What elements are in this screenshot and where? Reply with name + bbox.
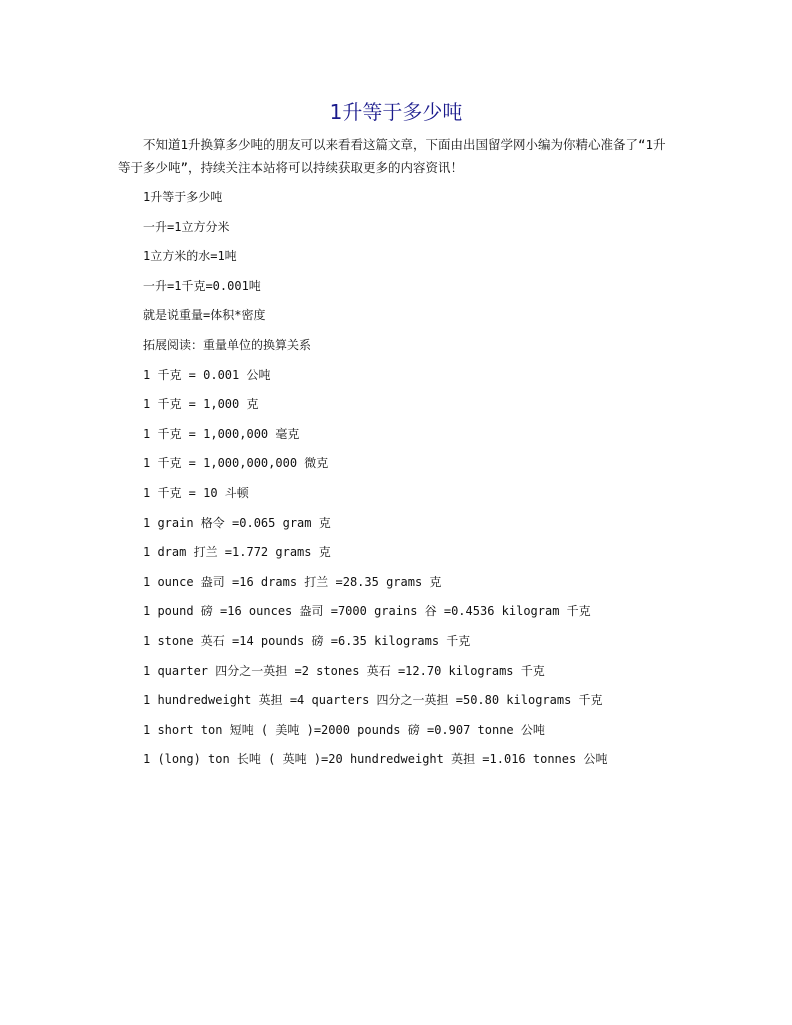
content-line: 1 ounce 盎司 =16 drams 打兰 =28.35 grams 克 bbox=[143, 574, 442, 589]
content-line: 1 千克 = 1,000 克 bbox=[143, 397, 259, 412]
content-line: 1 千克 = 1,000,000 毫克 bbox=[143, 426, 300, 441]
content-line: 1 千克 = 0.001 公吨 bbox=[143, 367, 271, 382]
content-line: 1 short ton 短吨 ( 美吨 )=2000 pounds 磅 =0.907 tonne 公吨 bbox=[143, 722, 545, 737]
content-line: 一升=1立方分米 bbox=[143, 219, 230, 234]
content-line: 1 hundredweight 英担 =4 quarters 四分之一英担 =50.80 kilograms 千克 bbox=[143, 693, 603, 708]
content-line: 1 dram 打兰 =1.772 grams 克 bbox=[143, 545, 331, 560]
intro-paragraph: 不知道1升换算多少吨的朋友可以来看看这篇文章，下面由出国留学网小编为你精心准备了“1升等于多少吨”，持续关注本站将可以持续获取更多的内容资讯！ bbox=[118, 137, 666, 175]
content-line: 拓展阅读：重量单位的换算关系 bbox=[143, 337, 312, 352]
content-line: 1立方米的水=1吨 bbox=[143, 249, 237, 264]
content-line: 1 grain 格令 =0.065 gram 克 bbox=[143, 515, 331, 530]
content-line: 1 (long) ton 长吨 ( 英吨 )=20 hundredweight 英担 =1.016 tonnes 公吨 bbox=[143, 752, 608, 767]
content-line: 就是说重量=体积*密度 bbox=[143, 308, 266, 323]
content-line: 1 千克 = 1,000,000,000 微克 bbox=[143, 456, 329, 471]
content-line: 1 千克 = 10 斗顿 bbox=[143, 485, 249, 500]
content-line: 1 quarter 四分之一英担 =2 stones 英石 =12.70 kilograms 千克 bbox=[143, 663, 545, 678]
content-line: 1升等于多少吨 bbox=[143, 190, 223, 204]
document-title: 1升等于多少吨 bbox=[329, 100, 463, 124]
content-lines bbox=[143, 184, 703, 776]
content-line: 1 stone 英石 =14 pounds 磅 =6.35 kilograms 千克 bbox=[143, 633, 471, 648]
content-line: 1 pound 磅 =16 ounces 盎司 =7000 grains 谷 =0.4536 kilogram 千克 bbox=[143, 604, 591, 619]
content-line: 一升=1千克=0.001吨 bbox=[143, 278, 261, 293]
